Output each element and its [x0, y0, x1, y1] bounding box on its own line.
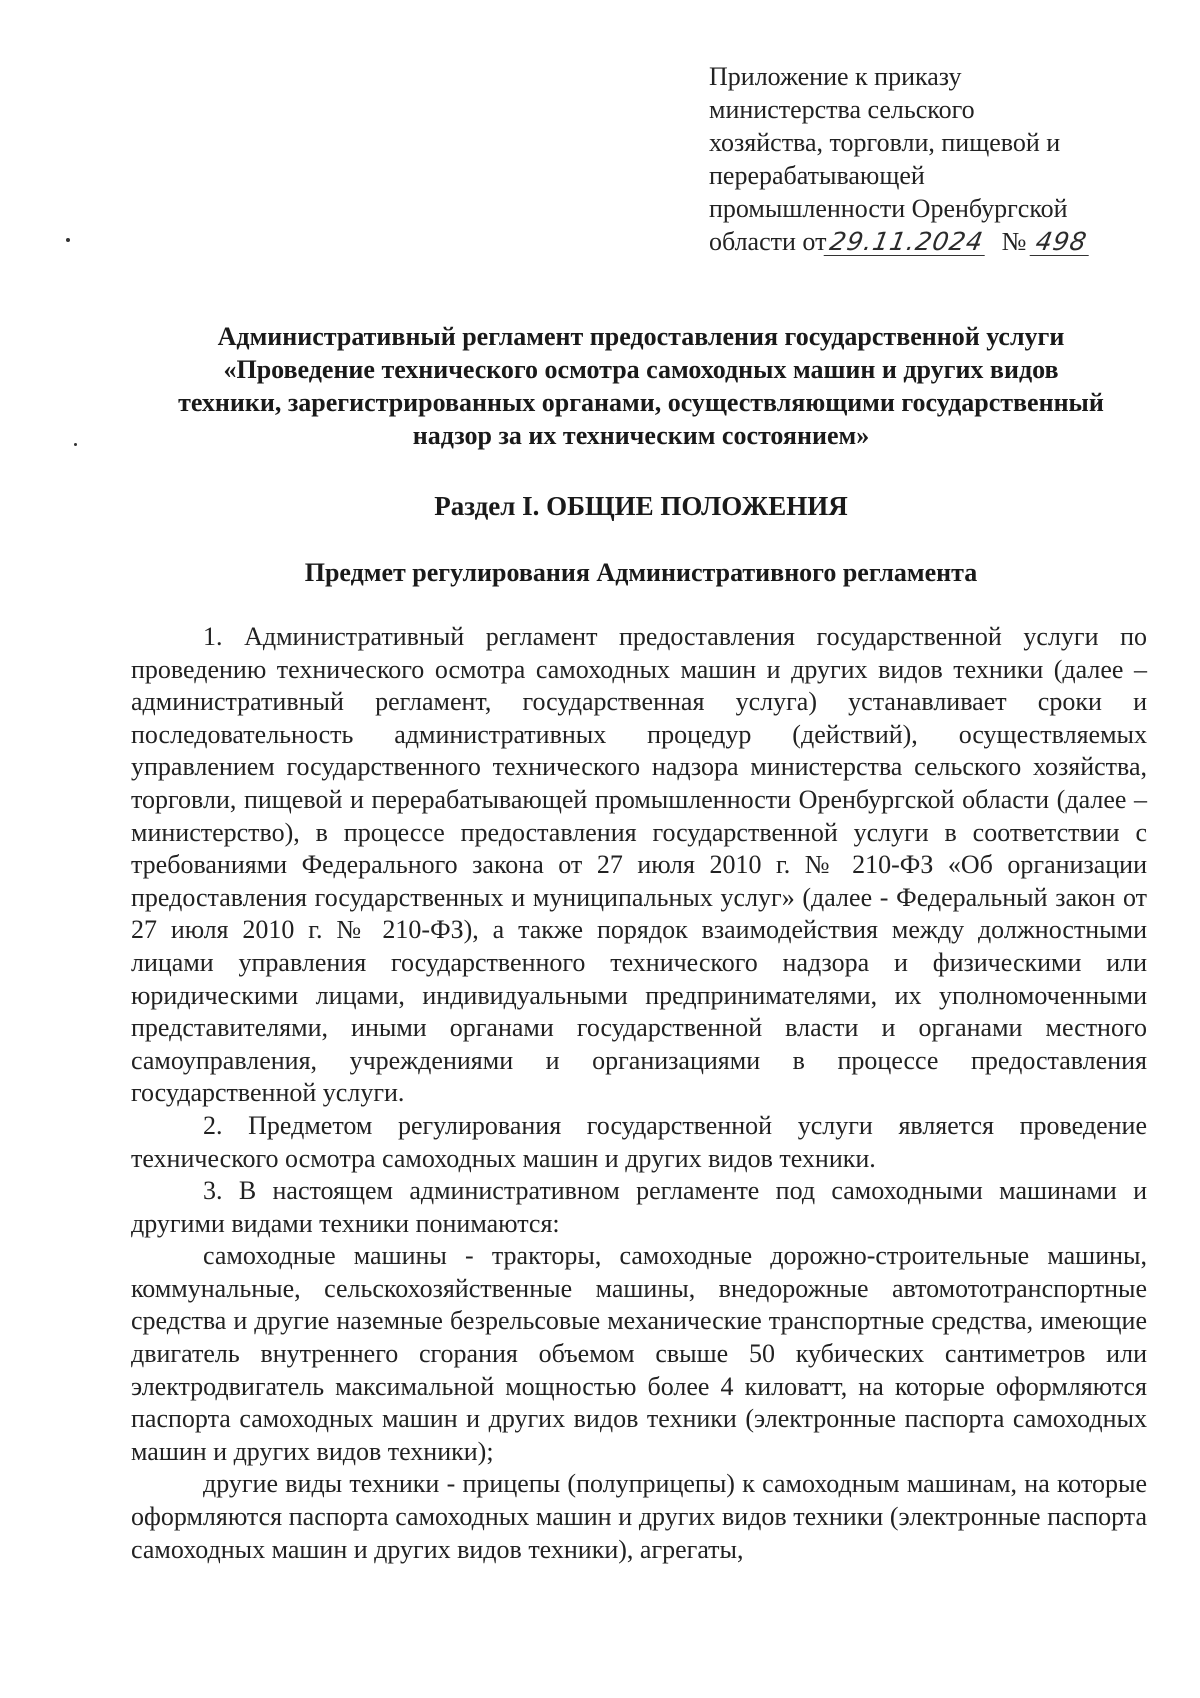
annex-date-line: [709, 225, 1149, 258]
annex-line: Приложение к приказу: [709, 62, 962, 91]
scan-speck: [74, 443, 77, 446]
annex-date-prefix: области от: [709, 227, 827, 256]
handwritten-order-number: 498: [1030, 229, 1093, 256]
title-line: техники, зарегистрированных органами, осуществляющими государственный: [178, 388, 1104, 417]
document-body: [131, 621, 1147, 1566]
title-line: «Проведение технического осмотра самоходных машин и других видов: [223, 355, 1059, 384]
number-sign: №: [1001, 227, 1027, 256]
annex-line: перерабатывающей: [709, 161, 925, 190]
annex-line: хозяйства, торговли, пищевой и: [709, 128, 1061, 157]
document-title: [120, 320, 1162, 452]
paragraph: 2. Предметом регулирования государственной услуги является проведение технического осмотра самоходных машин и других видов техники.: [131, 1110, 1147, 1173]
paragraph: 3. В настоящем административном регламенте под самоходными машинами и другими видами техники понимаются:: [131, 1176, 1147, 1238]
scan-speck: [66, 238, 70, 242]
subsection-heading: Предмет регулирования Административного регламента: [304, 558, 978, 587]
handwritten-date: 29.11.2024: [824, 229, 990, 256]
title-line: надзор за их техническим состоянием»: [412, 421, 870, 450]
title-line: Административный регламент предоставления государственной услуги: [217, 322, 1065, 351]
paragraph: самоходные машины - тракторы, самоходные дорожно-строительные машины, коммунальные, сельскохозяйственные машины, внедорожные автомототранспортные средства и другие наземные безрельсовые механические транспортные средства, имеющие двигатель внутреннего сгорания объемом свыше 50 кубических сантиметров или электродвигатель максимальной мощностью более 4 киловатт, на которые оформляются паспорта самоходных машин и других видов техники (электронные паспорта самоходных машин и других видов техники);: [131, 1241, 1147, 1466]
annex-line: промышленности Оренбургской: [709, 194, 1068, 223]
paragraph: другие виды техники - прицепы (полуприцепы) к самоходным машинам, на которые оформляются паспорта самоходных машин и других видов техники (электронные паспорта самоходных машин и других видов техники), агрегаты,: [131, 1469, 1147, 1564]
annex-line: министерства сельского: [709, 95, 975, 124]
annex-header: [709, 60, 1149, 258]
section-heading: Раздел I. ОБЩИЕ ПОЛОЖЕНИЯ: [434, 491, 848, 521]
paragraph: 1. Административный регламент предоставления государственной услуги по проведению технического осмотра самоходных машин и других видов техники (далее – административный регламент, государственная услуга) устанавливает сроки и последовательность административных процедур (действий), осуществляемых управлением государственного технического надзора министерства сельского хозяйства, торговли, пищевой и перерабатывающей промышленности Оренбургской области (далее – министерство), в процессе предоставления государственной услуги в соответствии с требованиями Федерального закона от 27 июля 2010 г. № 210-ФЗ «Об организации предоставления государственных и муниципальных услуг» (далее - Федеральный закон от 27 июля 2010 г. № 210-ФЗ), а также порядок взаимодействия между должностными лицами управления государственного технического надзора и физическими или юридическими лицами, индивидуальными предпринимателями, их уполномоченными представителями, иными органами государственной власти и органами местного самоуправления, учреждениями и организациями в процессе предоставления государственной услуги.: [131, 622, 1147, 1108]
